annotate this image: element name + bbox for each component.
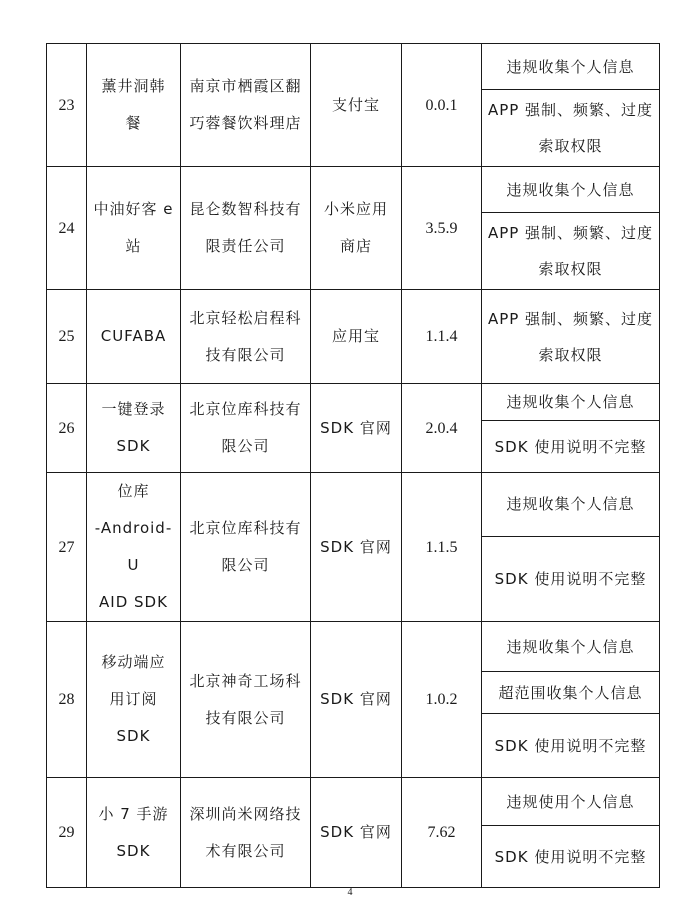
company-cell-line: 技有限公司 — [205, 345, 286, 364]
source-cell-line: SDK 官网 — [320, 823, 392, 841]
source-cell — [311, 384, 402, 473]
company-cell — [181, 290, 311, 384]
source-cell — [311, 167, 402, 290]
table-row — [47, 44, 660, 90]
issue-cell — [482, 384, 660, 421]
app-name-cell-line: 小 7 手游 — [98, 804, 169, 823]
company-cell — [181, 384, 311, 473]
table-row — [47, 473, 660, 537]
company-cell-line: 北京神奇工场科 — [189, 671, 302, 690]
app-name-cell-line: 中油好客 e — [93, 200, 174, 218]
issue-line: SDK 使用说明不完整 — [494, 736, 647, 755]
source-cell-line: 应用宝 — [331, 327, 380, 345]
issue-line: 违规收集个人信息 — [506, 57, 635, 76]
issue-cell — [482, 536, 660, 621]
row-number-cell: 25 — [47, 290, 87, 384]
version-cell: 1.0.2 — [402, 622, 482, 778]
company-cell — [181, 44, 311, 167]
app-name-cell-line: SDK — [116, 437, 151, 455]
issue-cell — [482, 622, 660, 672]
issue-cell — [482, 421, 660, 473]
source-cell — [311, 778, 402, 888]
page-number: 4 — [347, 887, 353, 898]
app-name-cell-line: 位库 — [117, 482, 150, 500]
issue-line: SDK 使用说明不完整 — [494, 437, 647, 456]
row-number-cell: 29 — [47, 778, 87, 888]
app-name-cell-line: CUFABA — [100, 327, 167, 345]
company-cell-line: 限责任公司 — [205, 237, 286, 255]
source-cell — [311, 44, 402, 167]
row-number-cell: 27 — [47, 473, 87, 622]
company-cell-line: 深圳尚米网络技 — [189, 804, 302, 823]
table-row — [47, 290, 660, 384]
app-name-cell-line: 站 — [125, 237, 142, 255]
app-name-cell — [87, 44, 181, 167]
issue-line: APP 强制、频繁、过度 — [487, 101, 654, 119]
issue-cell — [482, 290, 660, 384]
app-issue-table — [46, 43, 660, 888]
issue-cell — [482, 672, 660, 714]
issue-line: 违规使用个人信息 — [506, 792, 635, 811]
issue-cell — [482, 167, 660, 213]
company-cell — [181, 622, 311, 778]
issue-line: 违规收集个人信息 — [506, 393, 635, 411]
company-cell-line: 术有限公司 — [205, 841, 286, 860]
source-cell — [311, 473, 402, 622]
company-cell-line: 北京位库科技有 — [189, 519, 302, 537]
app-name-cell — [87, 778, 181, 888]
app-name-cell-line: 一键登录 — [101, 400, 166, 418]
company-cell — [181, 167, 311, 290]
table-row — [47, 167, 660, 213]
source-cell-line: 商店 — [339, 237, 372, 255]
source-cell-line: SDK 官网 — [320, 690, 392, 708]
issue-cell — [482, 826, 660, 888]
app-name-cell-line: SDK — [116, 841, 151, 860]
table-row — [47, 622, 660, 672]
app-name-cell — [87, 473, 181, 622]
table-row — [47, 778, 660, 826]
version-cell: 0.0.1 — [402, 44, 482, 167]
issue-line: SDK 使用说明不完整 — [494, 569, 647, 588]
company-cell-line: 限公司 — [221, 556, 270, 574]
issue-cell — [482, 714, 660, 778]
row-number-cell: 28 — [47, 622, 87, 778]
issue-line: 索取权限 — [538, 345, 603, 364]
issue-cell — [482, 90, 660, 167]
table-row — [47, 384, 660, 421]
version-cell: 7.62 — [402, 778, 482, 888]
company-cell-line: 南京市栖霞区翻 — [189, 77, 302, 95]
source-cell-line: 支付宝 — [331, 95, 380, 114]
app-name-cell-line: 用订阅 — [109, 690, 158, 708]
issue-cell — [482, 778, 660, 826]
app-name-cell-line: SDK — [116, 727, 151, 745]
company-cell-line: 昆仑数智科技有 — [189, 200, 302, 218]
source-cell-line: 小米应用 — [323, 200, 388, 218]
app-name-cell-line: -Android-U — [94, 519, 173, 574]
company-cell-line: 北京轻松启程科 — [189, 308, 302, 327]
app-name-cell-line: 餐 — [125, 114, 142, 132]
table-body — [47, 44, 660, 888]
row-number-cell: 24 — [47, 167, 87, 290]
company-cell-line: 限公司 — [221, 437, 270, 455]
version-cell: 3.5.9 — [402, 167, 482, 290]
source-cell-line: SDK 官网 — [320, 418, 392, 437]
app-name-cell-line: 移动端应 — [101, 653, 166, 671]
issue-line: APP 强制、频繁、过度 — [487, 309, 654, 328]
row-number-cell: 26 — [47, 384, 87, 473]
issue-line: APP 强制、频繁、过度 — [487, 224, 654, 242]
app-name-cell-line: AID SDK — [99, 593, 168, 611]
version-cell: 1.1.5 — [402, 473, 482, 622]
app-name-cell — [87, 167, 181, 290]
issue-line: 违规收集个人信息 — [506, 495, 635, 514]
source-cell-line: SDK 官网 — [320, 537, 392, 556]
issue-cell — [482, 44, 660, 90]
issue-line: 超范围收集个人信息 — [498, 683, 643, 702]
issue-line: 索取权限 — [538, 260, 603, 278]
company-cell — [181, 778, 311, 888]
company-cell-line: 北京位库科技有 — [189, 400, 302, 418]
app-name-cell — [87, 290, 181, 384]
issue-cell — [482, 213, 660, 290]
version-cell: 2.0.4 — [402, 384, 482, 473]
source-cell — [311, 290, 402, 384]
app-name-cell — [87, 622, 181, 778]
app-name-cell-line: 薰井洞韩 — [101, 77, 166, 95]
issue-line: 违规收集个人信息 — [506, 637, 635, 656]
issue-line: SDK 使用说明不完整 — [494, 847, 647, 866]
company-cell-line: 技有限公司 — [205, 708, 286, 727]
source-cell — [311, 622, 402, 778]
company-cell — [181, 473, 311, 622]
app-name-cell — [87, 384, 181, 473]
version-cell: 1.1.4 — [402, 290, 482, 384]
issue-line: 索取权限 — [538, 137, 603, 155]
issue-line: 违规收集个人信息 — [506, 180, 635, 199]
company-cell-line: 巧蓉餐饮料理店 — [189, 114, 302, 132]
issue-cell — [482, 473, 660, 537]
row-number-cell: 23 — [47, 44, 87, 167]
